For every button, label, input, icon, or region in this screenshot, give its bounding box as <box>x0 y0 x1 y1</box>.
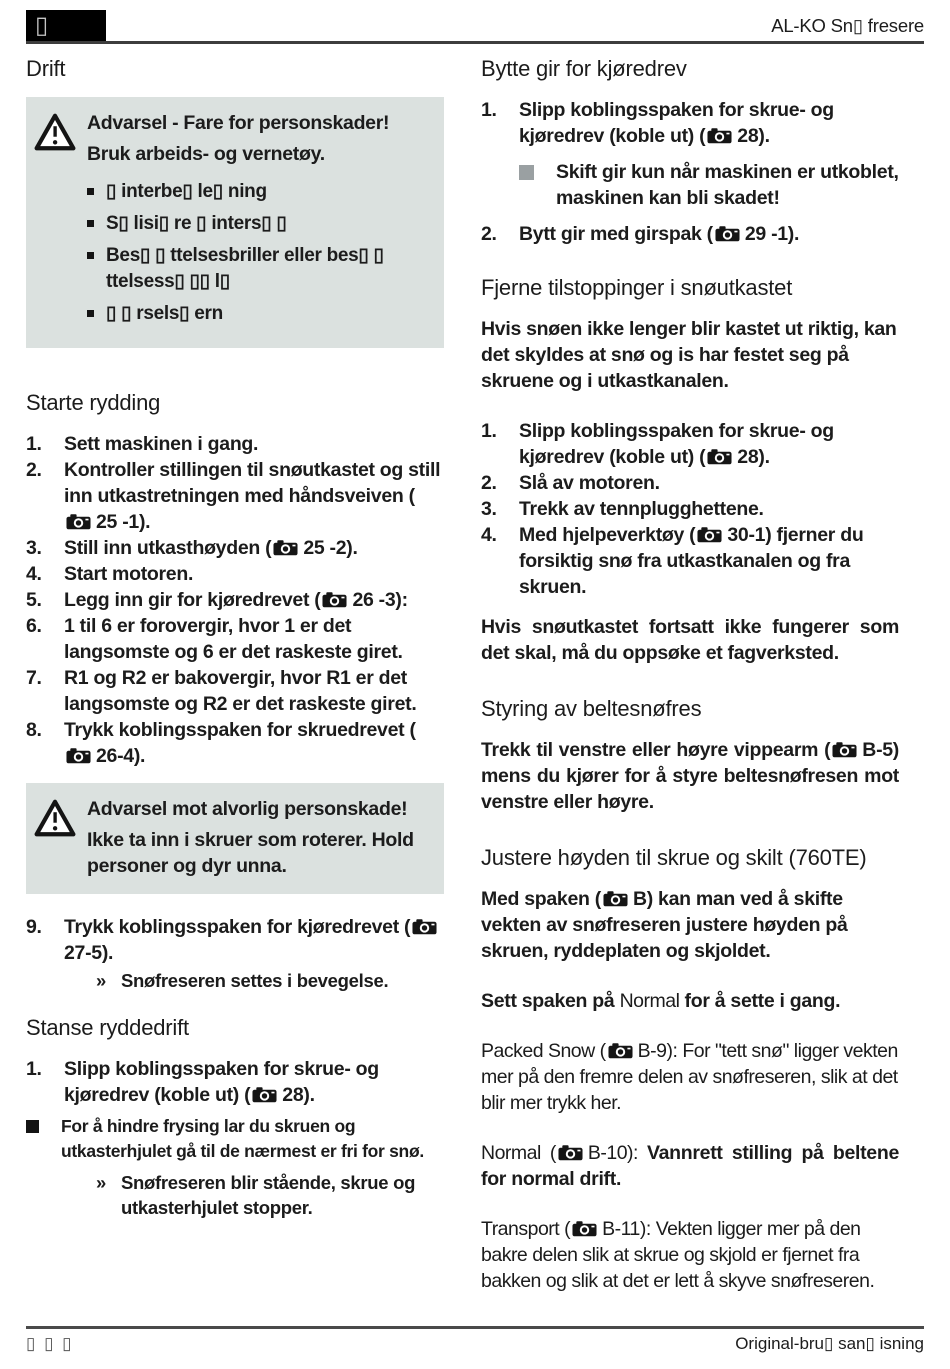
mode-name-normal: Normal <box>619 990 680 1012</box>
list-text-pre: Kontroller stillingen til snøutkastet og still inn utkastretningen med håndsveiven ( <box>64 459 441 507</box>
list-text-pre: Trykk koblingsspaken for kjøredrevet ( <box>64 916 411 938</box>
section-heading-bytte-gir: Bytte gir for kjøredrev <box>481 56 687 81</box>
list-number: 3. <box>26 537 42 559</box>
page-footer <box>26 1326 924 1354</box>
header-title: AL-KO Sn▯ fresere <box>771 15 924 36</box>
paragraph-transport <box>481 1216 899 1294</box>
warning-bullet <box>87 179 432 205</box>
paragraph-text: Sett spaken på <box>481 990 620 1012</box>
list-text: R1 og R2 er bakovergir, hvor R1 er det langsomste og R2 er det raskeste giret. <box>64 667 417 715</box>
warning-bullet-text: S▯ lisi▯ re ▯ inters▯ ▯ <box>106 213 287 234</box>
figure-ref: B-9): For "tett snø" ligger vekten mer på den fremre delen av snøfreseren, slik at det blir mer trykk her. <box>481 1040 898 1114</box>
camera-icon <box>558 1145 583 1161</box>
mode-name-packed-snow: Packed Snow ( <box>481 1040 606 1062</box>
warning-bullet <box>87 301 432 327</box>
list-number: 6. <box>26 615 42 637</box>
list-number: 9. <box>26 916 42 938</box>
warning-bullet <box>87 243 432 295</box>
chapter-logo-box <box>26 10 106 41</box>
section-heading-starte-rydding: Starte rydding <box>26 390 161 415</box>
list-item <box>26 535 444 561</box>
camera-icon <box>832 742 857 758</box>
warning-box-personskader <box>26 97 444 348</box>
list-item <box>481 496 899 522</box>
warning-triangle-icon <box>34 796 78 879</box>
list-item <box>481 470 899 496</box>
warning-box-alvorlig-personskade <box>26 783 444 894</box>
warning-triangle-icon <box>34 110 78 333</box>
section-heading-justere-hoyden: Justere høyden til skrue og skilt (760TE) <box>481 845 867 870</box>
square-bullet-icon <box>87 310 94 317</box>
paragraph-text: for å sette i gang. <box>679 990 841 1012</box>
paragraph-clog-outro: Hvis snøutkastet fortsatt ikke fungerer som det skal, må du oppsøke et fagverksted. <box>481 616 899 664</box>
result-marker: » <box>96 1172 106 1193</box>
figure-ref: B-5) mens du kjører for å styre beltesnøfresen mot venstre eller høyre. <box>481 739 899 813</box>
list-text <box>519 97 899 149</box>
figure-ref: B-10): <box>587 1142 647 1164</box>
result-text: Snøfreseren settes i bevegelse. <box>121 970 389 991</box>
list-number: 2. <box>481 223 497 245</box>
list-item <box>26 717 444 769</box>
list-text <box>64 1056 444 1108</box>
list-item <box>26 587 444 613</box>
camera-icon <box>66 514 91 530</box>
content-columns <box>26 56 899 1318</box>
figure-ref: B-11): Vekten ligger mer på den bakre delen slik at skrue og skjold er fjernet fra bakken og slik at det er lett å skyve snøfreseren. <box>481 1218 875 1292</box>
list-item <box>26 457 444 535</box>
list-number: 4. <box>26 563 42 585</box>
figure-ref: 27-5). <box>64 942 114 964</box>
list-text <box>64 914 444 966</box>
paragraph-clog-intro: Hvis snøen ikke lenger blir kastet ut riktig, kan det skyldes at snø og is har festet seg på skruene og i utkastkanalen. <box>481 318 897 392</box>
list-item <box>481 418 899 470</box>
list-number: 1. <box>481 99 497 121</box>
camera-icon <box>572 1221 597 1237</box>
list-item <box>481 221 899 247</box>
list-item <box>481 522 899 600</box>
warning-bullet-text: ▯ ▯ rsels▯ ern <box>106 303 223 324</box>
paragraph-packed-snow <box>481 1038 899 1116</box>
paragraph-height-1 <box>481 886 899 964</box>
figure-ref: 25 -2). <box>303 537 358 559</box>
list-item <box>481 97 899 149</box>
left-column <box>26 56 444 1318</box>
mode-name-normal: Normal ( <box>481 1142 556 1164</box>
warning-title: Advarsel mot alvorlig personskade! <box>87 798 408 820</box>
square-bullet-icon <box>87 252 94 259</box>
warning-subtitle: Bruk arbeids- og vernetøy. <box>87 143 325 165</box>
result-line <box>96 1170 444 1220</box>
figure-ref: 28). <box>282 1084 315 1106</box>
figure-ref: 26 -3): <box>352 589 408 611</box>
square-bullet-icon <box>26 1120 39 1133</box>
list-text: Sett maskinen i gang. <box>64 433 259 455</box>
list-text: Trekk av tennplugghettene. <box>519 498 764 520</box>
figure-ref: 28). <box>737 446 770 468</box>
logo-missing-glyph: ▯ <box>35 11 49 39</box>
result-text: Snøfreseren blir stående, skrue og utkasterhjulet stopper. <box>121 1172 416 1218</box>
figure-ref: 25 -1). <box>96 511 151 533</box>
list-number: 1. <box>481 420 497 442</box>
list-text <box>64 717 444 769</box>
note-black-square <box>26 1114 444 1164</box>
warning-bullet-text: ▯ interbe▯ le▯ ning <box>106 181 267 202</box>
figure-ref: 29 -1). <box>744 223 800 245</box>
figure-ref: 26-4). <box>96 745 146 767</box>
page-number-placeholder: ▯ ▯ ▯ <box>26 1334 74 1353</box>
list-text: 1 til 6 er forovergir, hvor 1 er det langsomste og 6 er det raskeste giret. <box>64 615 403 663</box>
warning-bullet-text: Bes▯ ▯ ttelsesbriller eller bes▯ ▯ ttelsess▯ ▯▯ l▯ <box>106 245 384 292</box>
list-number: 5. <box>26 589 42 611</box>
camera-icon <box>697 527 722 543</box>
note-gray-square <box>519 159 899 211</box>
section-heading-styring-beltesnofres: Styring av beltesnøfres <box>481 696 702 721</box>
camera-icon <box>322 592 347 608</box>
list-item <box>26 613 444 665</box>
camera-icon <box>608 1043 633 1059</box>
camera-icon <box>273 540 298 556</box>
warning-box-body <box>87 796 432 879</box>
camera-icon <box>412 919 437 935</box>
warning-bullet <box>87 211 432 237</box>
list-text <box>519 418 899 470</box>
list-text <box>64 457 444 535</box>
figure-ref: 30-1) fjerner du forsiktig snø fra utkastkanalen og fra skruen. <box>519 524 864 598</box>
paragraph-normal <box>481 1140 899 1192</box>
list-number: 1. <box>26 433 42 455</box>
camera-icon <box>66 748 91 764</box>
figure-ref: B) kan man ved å skifte vekten av snøfreseren justere høyden på skruen, ryddeplaten og skjoldet. <box>481 888 848 962</box>
camera-icon <box>252 1087 277 1103</box>
camera-icon <box>715 226 740 242</box>
paragraph-text-pre: Med spaken ( <box>481 888 601 910</box>
list-text-pre: Slipp koblingsspaken for skrue- og kjøredrev (koble ut) ( <box>519 420 834 468</box>
section-heading-drift: Drift <box>26 56 66 81</box>
result-marker: » <box>96 970 106 991</box>
paragraph-height-2 <box>481 988 899 1014</box>
paragraph-steer <box>481 737 899 815</box>
list-text: Slå av motoren. <box>519 472 660 494</box>
section-heading-fjerne-tilstoppinger: Fjerne tilstoppinger i snøutkastet <box>481 275 793 300</box>
list-text-pre: Slipp koblingsspaken for skrue- og kjøredrev (koble ut) ( <box>519 99 834 147</box>
camera-icon <box>603 891 628 907</box>
list-number: 7. <box>26 667 42 689</box>
footer-label: Original-bru▯ san▯ isning <box>735 1334 924 1353</box>
camera-icon <box>707 449 732 465</box>
right-column <box>481 56 899 1318</box>
note-text: For å hindre frysing lar du skruen og utkasterhjulet gå til de nærmest er fri for snø. <box>61 1116 424 1161</box>
warning-body-text: Ikke ta inn i skruer som roterer. Hold personer og dyr unna. <box>87 829 414 877</box>
list-item <box>26 665 444 717</box>
square-bullet-icon <box>519 165 534 180</box>
list-text-pre: Bytt gir med girspak ( <box>519 223 713 245</box>
list-text-pre: Legg inn gir for kjøredrevet ( <box>64 589 321 611</box>
list-number: 1. <box>26 1058 42 1080</box>
figure-ref: 28). <box>737 125 770 147</box>
paragraph-text-pre: Trekk til venstre eller høyre vippearm ( <box>481 739 831 761</box>
list-item <box>26 1056 444 1108</box>
square-bullet-icon <box>87 220 94 227</box>
list-text <box>519 221 899 247</box>
list-item <box>26 914 444 966</box>
list-number: 2. <box>26 459 42 481</box>
list-text-pre: Med hjelpeverktøy ( <box>519 524 696 546</box>
list-text-pre: Slipp koblingsspaken for skrue- og kjøredrev (koble ut) ( <box>64 1058 379 1106</box>
square-bullet-icon <box>87 188 94 195</box>
list-text <box>64 587 444 613</box>
camera-icon <box>707 128 732 144</box>
list-text-pre: Still inn utkasthøyden ( <box>64 537 272 559</box>
list-number: 3. <box>481 498 497 520</box>
list-number: 4. <box>481 524 497 546</box>
list-text: Start motoren. <box>64 563 194 585</box>
note-text: Skift gir kun når maskinen er utkoblet, maskinen kan bli skadet! <box>556 161 899 209</box>
section-heading-stanse-ryddedrift: Stanse ryddedrift <box>26 1015 189 1040</box>
list-text <box>519 522 899 600</box>
warning-title: Advarsel - Fare for personskader! <box>87 112 390 134</box>
list-text <box>64 535 444 561</box>
page-header <box>26 10 924 44</box>
list-text-pre: Trykk koblingsspaken for skruedrevet ( <box>64 719 416 741</box>
list-item <box>26 561 444 587</box>
result-line <box>96 968 444 993</box>
list-item <box>26 431 444 457</box>
list-number: 2. <box>481 472 497 494</box>
list-number: 8. <box>26 719 42 741</box>
mode-name-transport: Transport ( <box>481 1218 571 1240</box>
warning-box-body <box>87 110 432 333</box>
paragraph-text: Vannrett stilling på beltene for normal drift. <box>481 1142 899 1190</box>
